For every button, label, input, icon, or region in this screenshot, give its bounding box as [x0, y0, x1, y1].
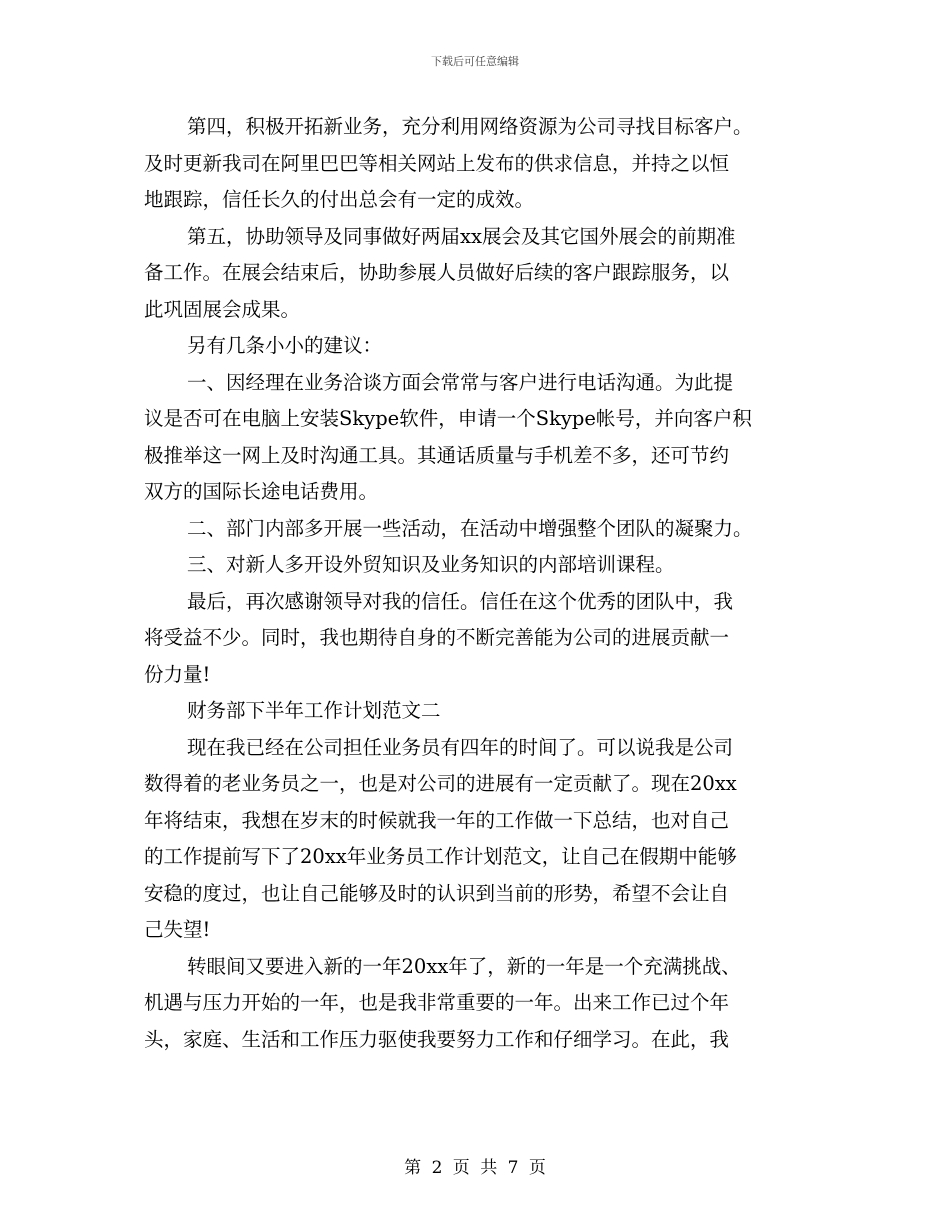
page-footer: 第 2 页 共 7 页: [404, 1158, 546, 1178]
text-line: 及时更新我司在阿里巴巴等相关网站上发布的供求信息，并持之以恒: [144, 151, 730, 175]
page-header: 下载后可任意编辑: [431, 55, 519, 68]
text-line: 三、对新人多开设外贸知识及业务知识的内部培训课程。: [187, 553, 675, 576]
text-line: 一、因经理在业务洽谈方面会常常与客户进行电话沟通。为此提: [187, 370, 734, 394]
text-line: 二、部门内部多开展一些活动，在活动中增强整个团队的凝聚力。: [187, 516, 753, 540]
text-line: 的工作提前写下了20xx年业务员工作计划范文，让自己在假期中能够: [144, 845, 737, 868]
text-line: 最后，再次感谢领导对我的信任。信任在这个优秀的团队中，我: [187, 589, 734, 613]
text-line: 机遇与压力开始的一年，也是我非常重要的一年。出来工作已过个年: [144, 991, 730, 1014]
text-line: 份力量!: [144, 662, 211, 686]
text-line: 极推举这一网上及时沟通工具。其通话质量与手机差不多，还可节约: [144, 443, 730, 467]
text-line: 地跟踪，信任长久的付出总会有一定的成效。: [144, 188, 535, 211]
text-line: 财务部下半年工作计划范文二: [187, 699, 441, 722]
text-line: 另有几条小小的建议：: [187, 334, 383, 357]
text-line: 现在我已经在公司担任业务员有四年的时间了。可以说我是公司: [187, 735, 734, 759]
text-line: 将受益不少。同时，我也期待自身的不断完善能为公司的进展贡献一: [144, 626, 730, 649]
text-line: 第四，积极开拓新业务，充分利用网络资源为公司寻找目标客户。: [187, 115, 753, 138]
text-line: 第五，协助领导及同事做好两届xx展会及其它国外展会的前期准: [187, 224, 736, 248]
text-line: 此巩固展会成果。: [144, 297, 301, 321]
document-body: [144, 109, 814, 1058]
text-line: 转眼间又要进入新的一年20xx年了，新的一年是一个充满挑战、: [187, 954, 741, 978]
text-line: 双方的国际长途电话费用。: [144, 480, 379, 503]
text-line: 年将结束，我想在岁末的时候就我一年的工作做一下总结，也对自己: [144, 808, 730, 832]
text-line: 安稳的度过，也让自己能够及时的认识到当前的形势，希望不会让自: [144, 881, 730, 905]
text-line: 议是否可在电脑上安装Skype软件，申请一个Skype帐号，并向客户积: [144, 407, 752, 430]
text-line: 数得着的老业务员之一，也是对公司的进展有一定贡献了。现在20xx: [144, 772, 737, 795]
text-line: 备工作。在展会结束后，协助参展人员做好后续的客户跟踪服务，以: [144, 261, 730, 284]
text-line: 头，家庭、生活和工作压力驱使我要努力工作和仔细学习。在此，我: [144, 1027, 730, 1051]
text-line: 己失望!: [144, 918, 211, 941]
